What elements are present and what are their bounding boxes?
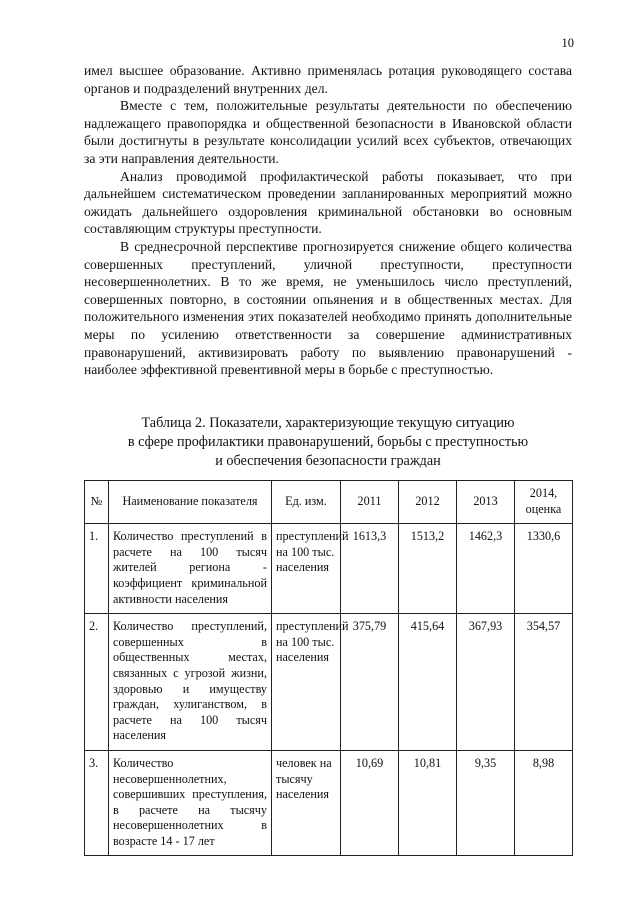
header-num: №: [85, 481, 109, 524]
table-row: [85, 614, 573, 751]
table-row: [85, 524, 573, 614]
row-name: Количество преступлений, совершенных в общественных местах, связанных с угрозой жизни, здоровью и имуществу граждан, хулиганством, в расчете на 100 тысяч населения: [109, 614, 272, 751]
header-unit: Ед. изм.: [272, 481, 341, 524]
header-2013: 2013: [457, 481, 515, 524]
row-value-2012: 10,81: [399, 750, 457, 856]
paragraph: В среднесрочной перспективе прогнозируется снижение общего количества совершенных преступлений, уличной преступности, преступности несовершеннолетних. В то же время, не уменьшилось число преступлений, совершенных повторно, в состоянии опьянения и в общественных местах. Для положительного изменения этих показателей необходимо принять дополнительные меры по усилению ответственности за совершение административных правонарушений, активизировать работу по выявлению правонарушений - наиболее эффективной превентивной меры в борьбе с преступностью.: [84, 238, 572, 378]
row-value-2011: 375,79: [341, 614, 399, 751]
row-num: 1.: [85, 524, 109, 614]
paragraph: имел высшее образование. Активно применялась ротация руководящего состава органов и подразделений внутренних дел.: [84, 63, 572, 96]
row-unit: преступлений на 100 тыс. населения: [272, 524, 341, 614]
row-name: Количество преступлений в расчете на 100 тысяч жителей региона - коэффициент криминальной активности населения: [109, 524, 272, 614]
header-name: Наименование показателя: [109, 481, 272, 524]
row-value-2011: 10,69: [341, 750, 399, 856]
row-value-2013: 367,93: [457, 614, 515, 751]
row-value-2013: 9,35: [457, 750, 515, 856]
page-number: 10: [561, 36, 574, 50]
row-unit: преступлений на 100 тыс. населения: [272, 614, 341, 751]
table-caption-line: в сфере профилактики правонарушений, борьбы с преступностью: [127, 434, 529, 450]
paragraph: Вместе с тем, положительные результаты деятельности по обеспечению надлежащего правопорядка и общественной безопасности в Ивановской области были достигнуты в результате консолидации усилий всех субъектов, отвечающих за эти направления деятельности.: [84, 98, 572, 166]
row-value-2012: 415,64: [399, 614, 457, 751]
row-value-2014: 8,98: [515, 750, 573, 856]
row-value-2012: 1513,2: [399, 524, 457, 614]
table-row: [85, 750, 573, 856]
paragraph: Анализ проводимой профилактической работы показывает, что при дальнейшем систематическом проведении запланированных мероприятий можно ожидать дальнейшего оздоровления криминальной обстановки во основным составляющим структуры преступности.: [84, 168, 572, 237]
table-caption-line: Таблица 2. Показатели, характеризующие текущую ситуацию: [141, 415, 515, 431]
table-caption-line: и обеспечения безопасности граждан: [215, 453, 441, 469]
row-value-2014: 354,57: [515, 614, 573, 751]
row-num: 2.: [85, 614, 109, 751]
row-value-2011: 1613,3: [341, 524, 399, 614]
row-value-2014: 1330,6: [515, 524, 573, 614]
indicators-table: [84, 480, 573, 856]
row-num: 3.: [85, 750, 109, 856]
header-2014: 2014, оценка: [515, 481, 573, 524]
header-2012: 2012: [399, 481, 457, 524]
header-2011: 2011: [341, 481, 399, 524]
row-name: Количество несовершеннолетних, совершивших преступления, в расчете на тысячу несовершеннолетних в возрасте 14 - 17 лет: [109, 750, 272, 856]
row-value-2013: 1462,3: [457, 524, 515, 614]
table-header-row: [85, 481, 573, 524]
row-unit: человек на тысячу населения: [272, 750, 341, 856]
